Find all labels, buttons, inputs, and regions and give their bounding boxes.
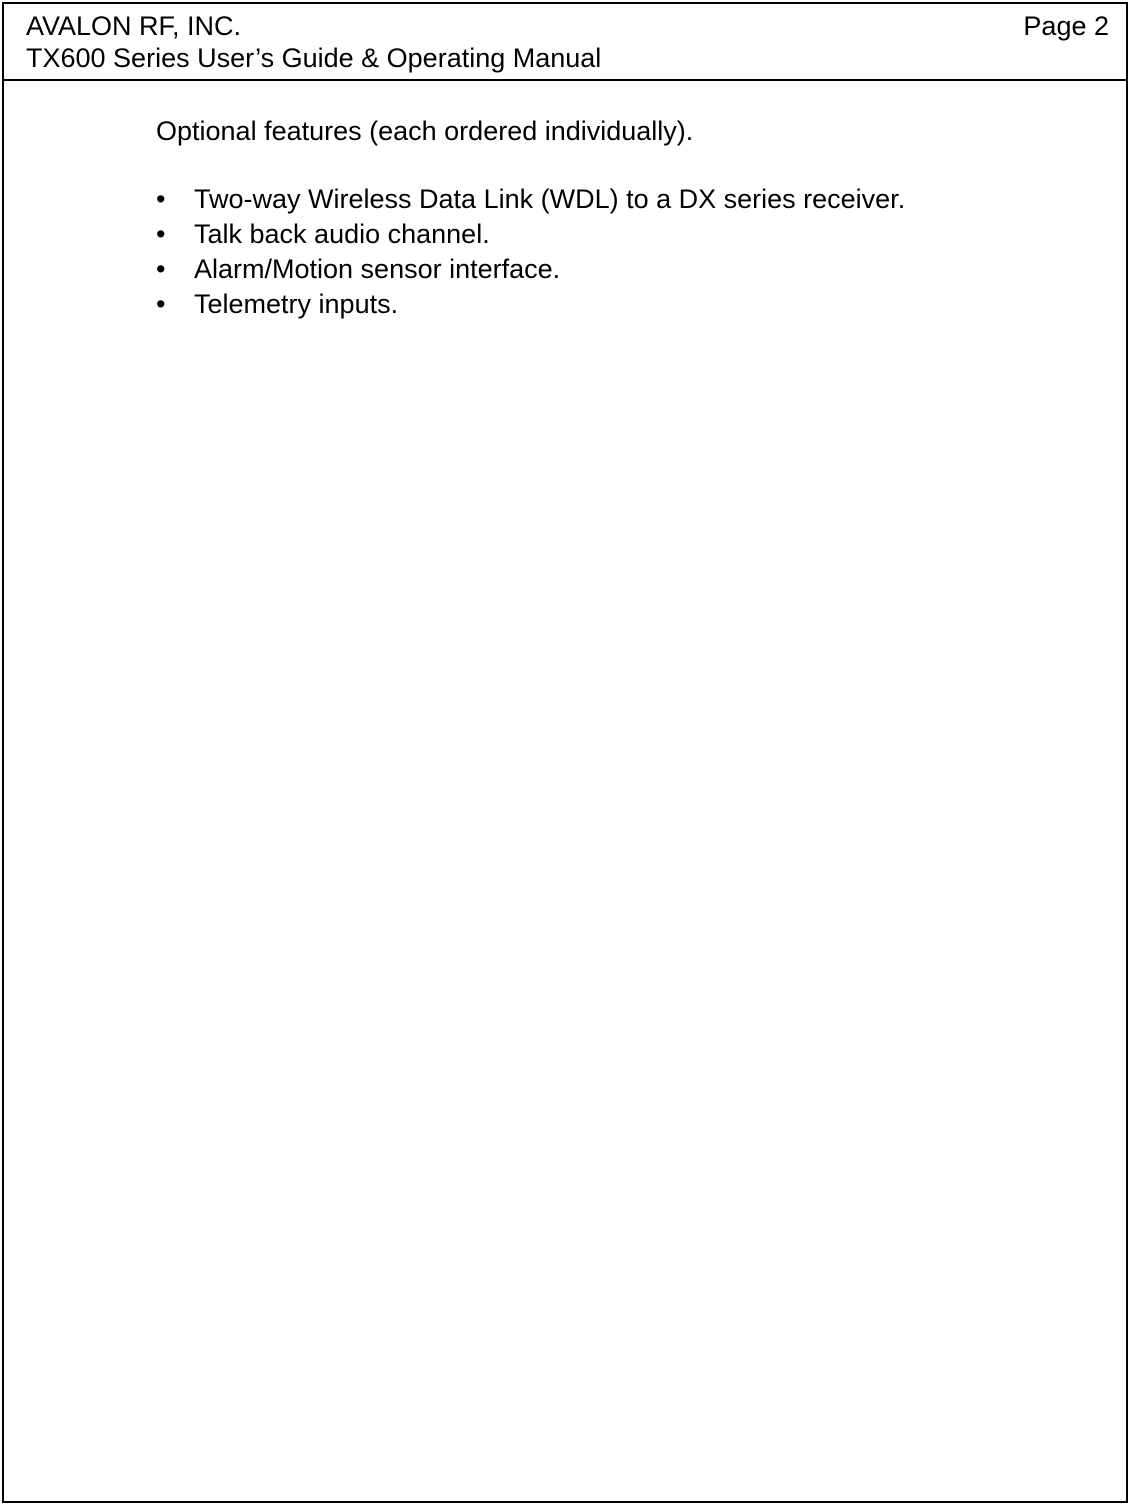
feature-text: Telemetry inputs. (194, 289, 399, 319)
list-item (156, 252, 1056, 287)
intro-paragraph: Optional features (each ordered individually). (156, 116, 694, 146)
feature-text: Talk back audio channel. (194, 219, 490, 249)
feature-text: Two-way Wireless Data Link (WDL) to a DX series receiver. (194, 184, 906, 214)
bullet-icon: • (156, 219, 166, 249)
feature-list (156, 182, 1056, 322)
list-item (156, 287, 1056, 322)
page-header (4, 4, 1126, 81)
list-item (156, 217, 1056, 252)
bullet-icon: • (156, 254, 166, 284)
page-number: Page 2 (1023, 11, 1109, 41)
bullet-icon: • (156, 289, 166, 319)
list-item (156, 182, 1056, 217)
bullet-icon: • (156, 184, 166, 214)
page-frame (2, 2, 1128, 1503)
feature-text: Alarm/Motion sensor interface. (194, 254, 561, 284)
company-name: AVALON RF, INC. (26, 11, 242, 41)
document-body (156, 114, 1056, 322)
manual-title: TX600 Series User’s Guide & Operating Manual (26, 43, 602, 73)
